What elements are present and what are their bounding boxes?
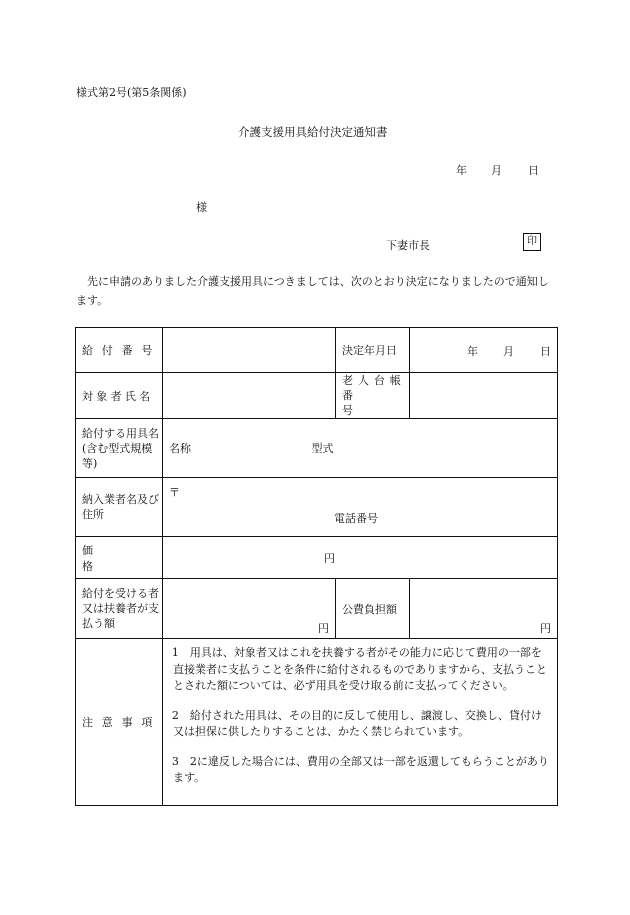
elderly-register-number-field[interactable] xyxy=(410,373,558,419)
payer-amount-yen-unit: 円 xyxy=(318,622,329,635)
issue-date-day: 日 xyxy=(528,164,539,177)
issue-date-month: 月 xyxy=(491,164,502,177)
intro-paragraph: 先に申請のありました介護支援用具につきましては、次のとおり決定になりましたので通知します。 xyxy=(76,275,549,307)
table-row xyxy=(76,478,558,537)
addressee-suffix: 様 xyxy=(196,201,207,214)
payer-amount-field[interactable] xyxy=(163,579,336,639)
recipient-name-label: 対象者氏名 xyxy=(76,373,163,419)
note-item-2: 2 給付された用具は、その目的に反して使用し、譲渡し、交換し、貸付け又は担保に供したりすることは、かたく禁じられています。 xyxy=(171,708,542,738)
table-row xyxy=(76,419,558,478)
note-item-3: 3 2に違反した場合には、費用の全部又は一部を返還してもらうことがあります。 xyxy=(171,754,549,784)
table-row xyxy=(76,328,558,373)
table-row xyxy=(76,639,558,806)
public-burden-field[interactable] xyxy=(410,579,558,639)
decision-date-label: 決定年月日 xyxy=(336,328,410,373)
price-field[interactable] xyxy=(163,537,558,579)
decision-date-day: 日 xyxy=(540,345,551,358)
benefit-number-label: 給付番号 xyxy=(76,328,163,373)
price-yen-unit: 円 xyxy=(324,551,335,565)
elderly-register-label-line2: 番号 xyxy=(342,389,379,417)
notes-label: 注意事項 xyxy=(76,639,163,806)
recipient-name-field[interactable] xyxy=(163,373,336,419)
elderly-register-label xyxy=(336,373,410,419)
decision-date-year: 年 xyxy=(467,345,478,358)
elderly-register-label-line1: 老人台帳 xyxy=(342,374,406,387)
equipment-name-field[interactable] xyxy=(163,419,558,478)
benefit-number-field[interactable] xyxy=(163,328,336,373)
form-number: 様式第2号(第5条関係) xyxy=(76,86,187,99)
price-label: 価格 xyxy=(76,537,163,579)
seal-stamp: 印 xyxy=(523,233,541,251)
public-burden-yen-unit: 円 xyxy=(540,622,551,635)
notes-content xyxy=(163,639,558,806)
public-burden-label: 公費負担額 xyxy=(336,579,410,639)
document-title: 介護支援用具給付決定通知書 xyxy=(238,125,388,139)
equipment-name-sublabel: 名称 xyxy=(169,442,191,455)
equipment-name-label: 給付する用具名(含む型式規模等) xyxy=(76,419,163,478)
issue-date-year: 年 xyxy=(456,164,467,177)
table-row xyxy=(76,373,558,419)
decision-table xyxy=(75,327,558,806)
decision-date-field[interactable] xyxy=(410,328,558,373)
table-row xyxy=(76,579,558,639)
supplier-field[interactable] xyxy=(163,478,558,537)
postal-mark: 〒 xyxy=(169,486,180,499)
issuer-mayor: 下妻市長 xyxy=(386,239,430,252)
supplier-label: 納入業者名及び住所 xyxy=(76,478,163,537)
note-item-1: 1 用具は、対象者又はこれを扶養する者がその能力に応じて費用の一部を直接業者に支払うことを条件に給付されるものでありますから、支払うこととされた額については、必ず用具を受け取る前に支払ってください。 xyxy=(171,646,547,692)
equipment-model-sublabel: 型式 xyxy=(311,442,334,455)
decision-date-month: 月 xyxy=(503,345,514,358)
phone-number-label: 電話番号 xyxy=(334,512,378,525)
payer-amount-label: 給付を受ける者又は扶養者が支払う額 xyxy=(76,579,163,639)
table-row xyxy=(76,537,558,579)
